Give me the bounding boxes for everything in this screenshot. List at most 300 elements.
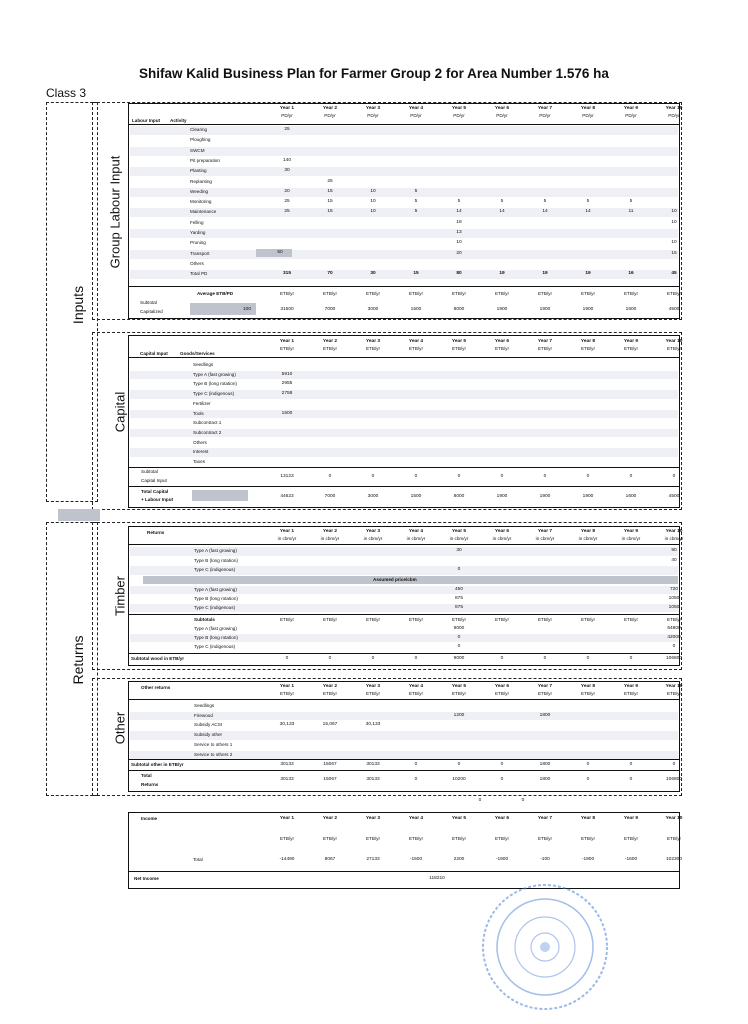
- labour-row-label: Felling: [190, 219, 204, 225]
- labour-subtotal-cell: 1900: [539, 307, 551, 312]
- capital-subtotal-cell: 0: [543, 474, 547, 479]
- income-unit: ETB/yr: [537, 836, 553, 841]
- timber-price-cell: 1050: [668, 605, 680, 610]
- income-unit: ETB/yr: [451, 836, 467, 841]
- labour-cell: 10: [671, 209, 677, 215]
- timber-subtotal-cell: 0: [457, 635, 461, 640]
- year-header: Year 8: [580, 106, 596, 111]
- total-capital-label: Total Capital: [141, 489, 169, 494]
- timber-subtotal-cell: 0: [457, 644, 461, 649]
- year-header: Year 1: [279, 106, 295, 111]
- labour-cell: 140: [282, 157, 291, 163]
- income-year-header: Year 8: [580, 816, 596, 821]
- other-row-label: Subsidy ACSI: [194, 722, 223, 728]
- year-header: Year 7: [537, 529, 553, 534]
- assumed-price-label: Assumed price/cbm: [373, 577, 417, 582]
- subtotal-other-cell: 0: [414, 762, 418, 767]
- capital-cell: 1500: [281, 410, 293, 416]
- row-divider: [129, 699, 679, 700]
- timber-volume-cell: 40: [671, 557, 677, 563]
- labour-cell: 45: [671, 271, 677, 277]
- year-header: Year 10: [665, 339, 683, 344]
- etb-unit: ETB/yr: [537, 291, 553, 296]
- labour-cell: 5: [414, 188, 418, 194]
- total-returns-cell: 10200: [452, 777, 466, 782]
- subtotal-other-cell: 15067: [323, 762, 337, 767]
- labour-cell: 5: [414, 209, 418, 215]
- year-unit: PD/yr: [625, 113, 637, 118]
- other-label: Other: [112, 711, 128, 745]
- row-divider: [129, 124, 679, 125]
- other-row-label: Subsidy other: [194, 732, 223, 738]
- subtotal-other-label: Subtotal other in ETB/yr: [131, 762, 184, 767]
- capital-subtotal-cell: 0: [371, 474, 375, 479]
- row-shading: [130, 147, 678, 156]
- income-year-header: Year 10: [665, 816, 683, 821]
- etb-unit: ETB/yr: [408, 291, 424, 296]
- labour-cell: 5: [586, 199, 590, 205]
- labour-cell: 15: [671, 250, 677, 256]
- other-cell: 15,067: [322, 722, 338, 728]
- year-unit: ETB/yr: [451, 346, 467, 351]
- subtotal-other-cell: 1800: [539, 762, 551, 767]
- labour-subtotal-cell: 1600: [625, 307, 637, 312]
- labour-cell: 10: [370, 209, 376, 215]
- income-year-header: Year 7: [537, 816, 553, 821]
- goods-services-header: Goods/Services: [180, 351, 215, 356]
- income-year-header: Year 1: [279, 816, 295, 821]
- year-header: Year 10: [665, 106, 683, 111]
- subtotal-wood-cell: 0: [328, 656, 332, 661]
- total-capital-cell: 1500: [410, 494, 422, 499]
- year-unit: ETB/yr: [623, 691, 639, 696]
- other-returns-header: Other returns: [141, 685, 171, 690]
- year-header: Year 3: [365, 106, 381, 111]
- year-header: Year 9: [623, 106, 639, 111]
- subtotal-wood-cell: 0: [543, 656, 547, 661]
- labour-cell: 10: [671, 219, 677, 225]
- timber-subtotal-cell: 0: [672, 644, 676, 649]
- capital-row-label: Tools: [193, 410, 204, 416]
- total-returns-cell: 30133: [366, 777, 380, 782]
- year-unit: ETB/yr: [623, 346, 639, 351]
- capital-subtotal-label: Subtotal: [141, 469, 158, 474]
- transport-extra-value: 50: [277, 250, 283, 255]
- year-header: Year 6: [494, 529, 510, 534]
- returns-label: Returns: [70, 635, 86, 685]
- year-unit: ETB/yr: [580, 346, 596, 351]
- row-divider: [129, 759, 679, 760]
- timber-price-label: Type A (fast growing): [194, 587, 237, 592]
- labour-cell: 15: [327, 188, 333, 194]
- other-cell: 1800: [539, 712, 551, 718]
- labour-row-label: Yarding: [190, 230, 206, 235]
- row-divider: [129, 486, 679, 487]
- year-header: Year 6: [494, 339, 510, 344]
- etb-unit: ETB/yr: [623, 291, 639, 296]
- returns-header: Returns: [147, 530, 165, 535]
- year-header: Year 8: [580, 339, 596, 344]
- other-cell: 30,133: [365, 722, 381, 728]
- capital-row-label: Others: [193, 439, 207, 445]
- labour-cell: 30: [284, 168, 290, 174]
- total-returns-label: Total: [141, 773, 152, 778]
- subtotal-label: Subtotal: [140, 300, 157, 305]
- labour-cell: 5: [457, 199, 461, 205]
- year-unit: ETB/yr: [279, 691, 295, 696]
- labour-input-header: Labour Input: [132, 118, 161, 123]
- labour-cell: 25: [284, 209, 290, 215]
- year-header: Year 5: [451, 529, 467, 534]
- income-unit: ETB/yr: [322, 836, 338, 841]
- year-unit: ETB/yr: [365, 691, 381, 696]
- labour-cell: 10: [456, 240, 462, 246]
- year-header: Year 2: [322, 339, 338, 344]
- capital-subtotal-cell: 0: [414, 474, 418, 479]
- capital-row-label: Type C (indigenous): [193, 391, 235, 397]
- etb-unit: ETB/yr: [580, 617, 596, 622]
- year-header: Year 5: [451, 106, 467, 111]
- year-unit: ETB/yr: [666, 691, 682, 696]
- timber-volume-label: Type B (long rotation): [194, 557, 238, 563]
- subtotal-wood-cell: 0: [586, 656, 590, 661]
- year-unit: in cbm/yr: [363, 536, 383, 541]
- etb-unit: ETB/yr: [408, 617, 424, 622]
- income-unit: ETB/yr: [365, 836, 381, 841]
- row-divider: [129, 467, 679, 468]
- year-unit: PD/yr: [668, 113, 680, 118]
- year-unit: ETB/yr: [537, 691, 553, 696]
- total-returns-cell: 0: [586, 777, 590, 782]
- year-header: Year 4: [408, 339, 424, 344]
- year-header: Year 5: [451, 339, 467, 344]
- year-unit: ETB/yr: [322, 691, 338, 696]
- capital-subtotal-cell: 13123: [280, 474, 294, 479]
- labour-cell: 13: [456, 230, 462, 235]
- year-header: Year 5: [451, 684, 467, 689]
- labour-cell: 14: [542, 209, 548, 215]
- timber-price-label: Type C (indigenous): [194, 605, 236, 610]
- timber-price-cell: 875: [454, 605, 463, 610]
- capital-label: Capital: [112, 391, 128, 433]
- total-returns-cell: 15067: [323, 777, 337, 782]
- labour-row-label: SWCM: [190, 147, 205, 153]
- year-header: Year 7: [537, 339, 553, 344]
- year-unit: ETB/yr: [408, 346, 424, 351]
- timber-volume-cell: 90: [671, 548, 677, 553]
- row-shading: [130, 410, 678, 419]
- etb-unit: ETB/yr: [666, 617, 682, 622]
- year-unit: ETB/yr: [451, 691, 467, 696]
- labour-cell: 5: [500, 199, 504, 205]
- total-returns-cell: 0: [500, 777, 504, 782]
- labour-row-label: Transport: [190, 250, 210, 256]
- labour-cell: 16: [628, 271, 634, 277]
- year-unit: ETB/yr: [408, 691, 424, 696]
- year-unit: PD/yr: [367, 113, 379, 118]
- subtotal-other-cell: 0: [629, 762, 633, 767]
- labour-cell: 19: [499, 271, 505, 277]
- year-unit: PD/yr: [453, 113, 465, 118]
- labour-cell: 10: [370, 188, 376, 194]
- net-income-value: 118210: [429, 876, 445, 881]
- year-unit: PD/yr: [582, 113, 594, 118]
- capital-row-label: Subcontract 1: [193, 420, 222, 426]
- timber-subtotal-cell: 64800: [667, 626, 681, 631]
- subtotal-other-cell: 0: [586, 762, 590, 767]
- subtotal-other-cell: 0: [457, 762, 461, 767]
- year-unit: in cbm/yr: [406, 536, 426, 541]
- year-header: Year 10: [665, 684, 683, 689]
- year-unit: in cbm/yr: [492, 536, 512, 541]
- timber-subtotal-cell: 42000: [667, 635, 681, 640]
- timber-volume-cell: 0: [457, 567, 461, 572]
- net-income-label: Net Income: [134, 876, 159, 881]
- timber-price-cell: 1050: [668, 596, 680, 601]
- capital-row-label: Taxes: [193, 459, 205, 464]
- labour-subtotal-cell: 8000: [453, 307, 465, 312]
- labour-cell: 25: [284, 127, 290, 132]
- capital-cell: 5910: [281, 371, 293, 377]
- below-value-year6: 0: [521, 798, 525, 803]
- subtotal-wood-cell: 0: [500, 656, 504, 661]
- year-header: Year 3: [365, 339, 381, 344]
- year-header: Year 4: [408, 684, 424, 689]
- year-unit: ETB/yr: [365, 346, 381, 351]
- labour-subtotal-cell: 3000: [367, 307, 379, 312]
- capital-row-label: Subcontract 2: [193, 429, 222, 435]
- income-total-cell: 8067: [324, 857, 336, 862]
- timber-subtotals-label: Subtotals: [194, 617, 215, 622]
- total-returns-cell: 106800: [665, 777, 682, 782]
- row-shading: [130, 167, 678, 176]
- year-header: Year 6: [494, 684, 510, 689]
- timber-price-cell: 720: [669, 587, 678, 592]
- other-row-label: Firewood: [194, 712, 213, 718]
- activity-header: Activity: [170, 118, 187, 123]
- etb-unit: ETB/yr: [666, 291, 682, 296]
- income-unit: ETB/yr: [580, 836, 596, 841]
- year-unit: ETB/yr: [494, 691, 510, 696]
- avg-value: 100: [242, 307, 251, 312]
- income-unit: ETB/yr: [666, 836, 682, 841]
- capital-subtotal-cell: 0: [586, 474, 590, 479]
- income-unit: ETB/yr: [408, 836, 424, 841]
- etb-unit: ETB/yr: [322, 291, 338, 296]
- subtotal-wood-cell: 0: [371, 656, 375, 661]
- timber-volume-label: Type C (indigenous): [194, 567, 236, 572]
- total-capital-cell: 44623: [280, 494, 294, 499]
- subtotal-wood-cell: 9000: [453, 656, 465, 661]
- total-returns-label2: Returns: [141, 782, 159, 787]
- labour-cell: 315: [282, 271, 291, 277]
- inputs-label: Inputs: [70, 285, 86, 325]
- etb-unit: ETB/yr: [365, 617, 381, 622]
- year-unit: in cbm/yr: [320, 536, 340, 541]
- capitalized-label: Capitalized: [140, 309, 163, 314]
- labour-cell: 15: [327, 199, 333, 205]
- labour-cell: 10: [370, 199, 376, 205]
- labour-row-label: Clearing: [190, 127, 208, 132]
- labour-subtotal-cell: 1500: [410, 307, 422, 312]
- capital-row-label: Fertilizer: [193, 400, 211, 406]
- labour-cell: 5: [414, 199, 418, 205]
- labour-row-label: Maintenance: [190, 209, 217, 215]
- capital-cell: 2758: [281, 391, 293, 397]
- income-year-header: Year 6: [494, 816, 510, 821]
- labour-cell: 25: [327, 178, 333, 184]
- capital-subtotal-cell: 0: [672, 474, 676, 479]
- year-header: Year 10: [665, 529, 683, 534]
- year-header: Year 1: [279, 684, 295, 689]
- subtotal-wood-cell: 106800: [665, 656, 682, 661]
- subtotal-other-cell: 0: [672, 762, 676, 767]
- row-shading: [130, 229, 678, 238]
- year-header: Year 3: [365, 684, 381, 689]
- capital-row-label: Seedlings: [193, 362, 214, 367]
- etb-unit: ETB/yr: [279, 291, 295, 296]
- income-unit: ETB/yr: [494, 836, 510, 841]
- year-header: Year 2: [322, 529, 338, 534]
- labour-cell: 10: [671, 240, 677, 246]
- year-header: Year 2: [322, 106, 338, 111]
- etb-unit: ETB/yr: [322, 617, 338, 622]
- timber-subtotal-row-label: Type A (fast growing): [194, 626, 237, 631]
- subtotal-wood-label: Subtotal wood in ETB/yr: [131, 656, 185, 661]
- labour-row-label: Monitoring: [190, 199, 212, 205]
- row-divider: [129, 286, 679, 287]
- total-capital-bg: [192, 490, 248, 501]
- below-value-year5: 0: [478, 798, 482, 803]
- year-unit: PD/yr: [496, 113, 508, 118]
- year-header: Year 1: [279, 339, 295, 344]
- year-unit: in cbm/yr: [535, 536, 555, 541]
- income-total-cell: -1900: [495, 857, 509, 862]
- year-unit: ETB/yr: [580, 691, 596, 696]
- etb-unit: ETB/yr: [494, 291, 510, 296]
- year-header: Year 3: [365, 529, 381, 534]
- income-year-header: Year 5: [451, 816, 467, 821]
- year-unit: in cbm/yr: [449, 536, 469, 541]
- labour-cell: 20: [284, 188, 290, 194]
- other-row-label: Seedlings: [194, 703, 215, 708]
- year-header: Year 7: [537, 684, 553, 689]
- capital-cell: 2955: [281, 381, 293, 387]
- average-etb-per-pd-label: Average ETB/PD: [197, 291, 234, 296]
- total-returns-cell: 0: [629, 777, 633, 782]
- etb-unit: ETB/yr: [451, 291, 467, 296]
- other-cell: 1200: [453, 712, 465, 718]
- etb-unit: ETB/yr: [494, 617, 510, 622]
- capital-input-header: Capital Input: [140, 351, 168, 356]
- labour-cell: 11: [628, 209, 634, 215]
- year-header: Year 7: [537, 106, 553, 111]
- labour-row-label: Others: [190, 260, 204, 266]
- row-divider: [129, 544, 679, 545]
- row-divider: [129, 653, 679, 654]
- row-divider: [129, 770, 679, 771]
- capital-row-label: Type B (long rotation): [193, 381, 237, 387]
- income-year-header: Year 4: [408, 816, 424, 821]
- labour-row-label: Weeding: [190, 188, 209, 194]
- subtotal-wood-cell: 0: [629, 656, 633, 661]
- capital-subtotal-cell: 0: [500, 474, 504, 479]
- total-capital-cell: 1900: [582, 494, 594, 499]
- year-unit: ETB/yr: [666, 346, 682, 351]
- income-year-header: Year 3: [365, 816, 381, 821]
- total-returns-cell: 0: [414, 777, 418, 782]
- year-unit: PD/yr: [410, 113, 422, 118]
- labour-cell: 30: [370, 271, 376, 277]
- income-table: [128, 812, 680, 889]
- timber-label: Timber: [112, 576, 128, 616]
- total-capital-cell: 3000: [367, 494, 379, 499]
- capital-input-label: Capital Input: [141, 478, 167, 483]
- year-header: Year 9: [623, 529, 639, 534]
- year-header: Year 9: [623, 684, 639, 689]
- labour-cell: 70: [327, 271, 333, 277]
- total-returns-cell: 30133: [280, 777, 294, 782]
- year-header: Year 4: [408, 106, 424, 111]
- year-unit: in cbm/yr: [277, 536, 297, 541]
- total-capital-cell: 8000: [453, 494, 465, 499]
- labour-subtotal-cell: 7000: [324, 307, 336, 312]
- labour-subtotal-cell: 31500: [280, 307, 294, 312]
- row-shading: [130, 126, 678, 135]
- labour-row-label: Total PD: [190, 271, 208, 277]
- total-capital-cell: 7000: [324, 494, 336, 499]
- timber-volume-label: Type A (fast growing): [194, 548, 237, 553]
- year-unit: in cbm/yr: [621, 536, 641, 541]
- labour-cell: 14: [499, 209, 505, 215]
- capital-subtotal-cell: 0: [457, 474, 461, 479]
- labour-cell: 20: [456, 250, 462, 256]
- timber-volume-cell: 30: [456, 548, 462, 553]
- labour-cell: 5: [629, 199, 633, 205]
- income-total-cell: -1900: [581, 857, 595, 862]
- year-unit: ETB/yr: [494, 346, 510, 351]
- group-labour-input-label: Group Labour Input: [107, 155, 123, 269]
- labour-row-label: Pit preparation: [190, 157, 220, 163]
- etb-unit: ETB/yr: [537, 617, 553, 622]
- page-title: Shifaw Kalid Business Plan for Farmer Group 2 for Area Number 1.576 ha: [139, 66, 609, 81]
- year-header: Year 4: [408, 529, 424, 534]
- labour-cell: 25: [284, 199, 290, 205]
- class-label: Class 3: [46, 86, 87, 100]
- year-unit: PD/yr: [539, 113, 551, 118]
- labour-subtotal-cell: 1900: [496, 307, 508, 312]
- row-divider: [129, 871, 679, 872]
- year-header: Year 2: [322, 684, 338, 689]
- income-total-cell: 27133: [366, 857, 380, 862]
- etb-unit: ETB/yr: [279, 617, 295, 622]
- labour-cell: 18: [456, 219, 462, 225]
- etb-unit: ETB/yr: [451, 617, 467, 622]
- income-total-label: Total: [193, 857, 203, 862]
- subtotal-wood-cell: 0: [414, 656, 418, 661]
- income-year-header: Year 2: [322, 816, 338, 821]
- labour-cell: 14: [456, 209, 462, 215]
- timber-subtotal-row-label: Type C (indigenous): [194, 644, 236, 649]
- row-shading: [130, 250, 678, 259]
- capital-row-label: Interest: [193, 449, 209, 455]
- income-unit: ETB/yr: [623, 836, 639, 841]
- year-header: Year 9: [623, 339, 639, 344]
- income-total-cell: -1600: [624, 857, 638, 862]
- timber-subtotal-row-label: Type B (long rotation): [194, 635, 238, 640]
- total-capital-cell: 1900: [496, 494, 508, 499]
- subtotal-other-cell: 0: [500, 762, 504, 767]
